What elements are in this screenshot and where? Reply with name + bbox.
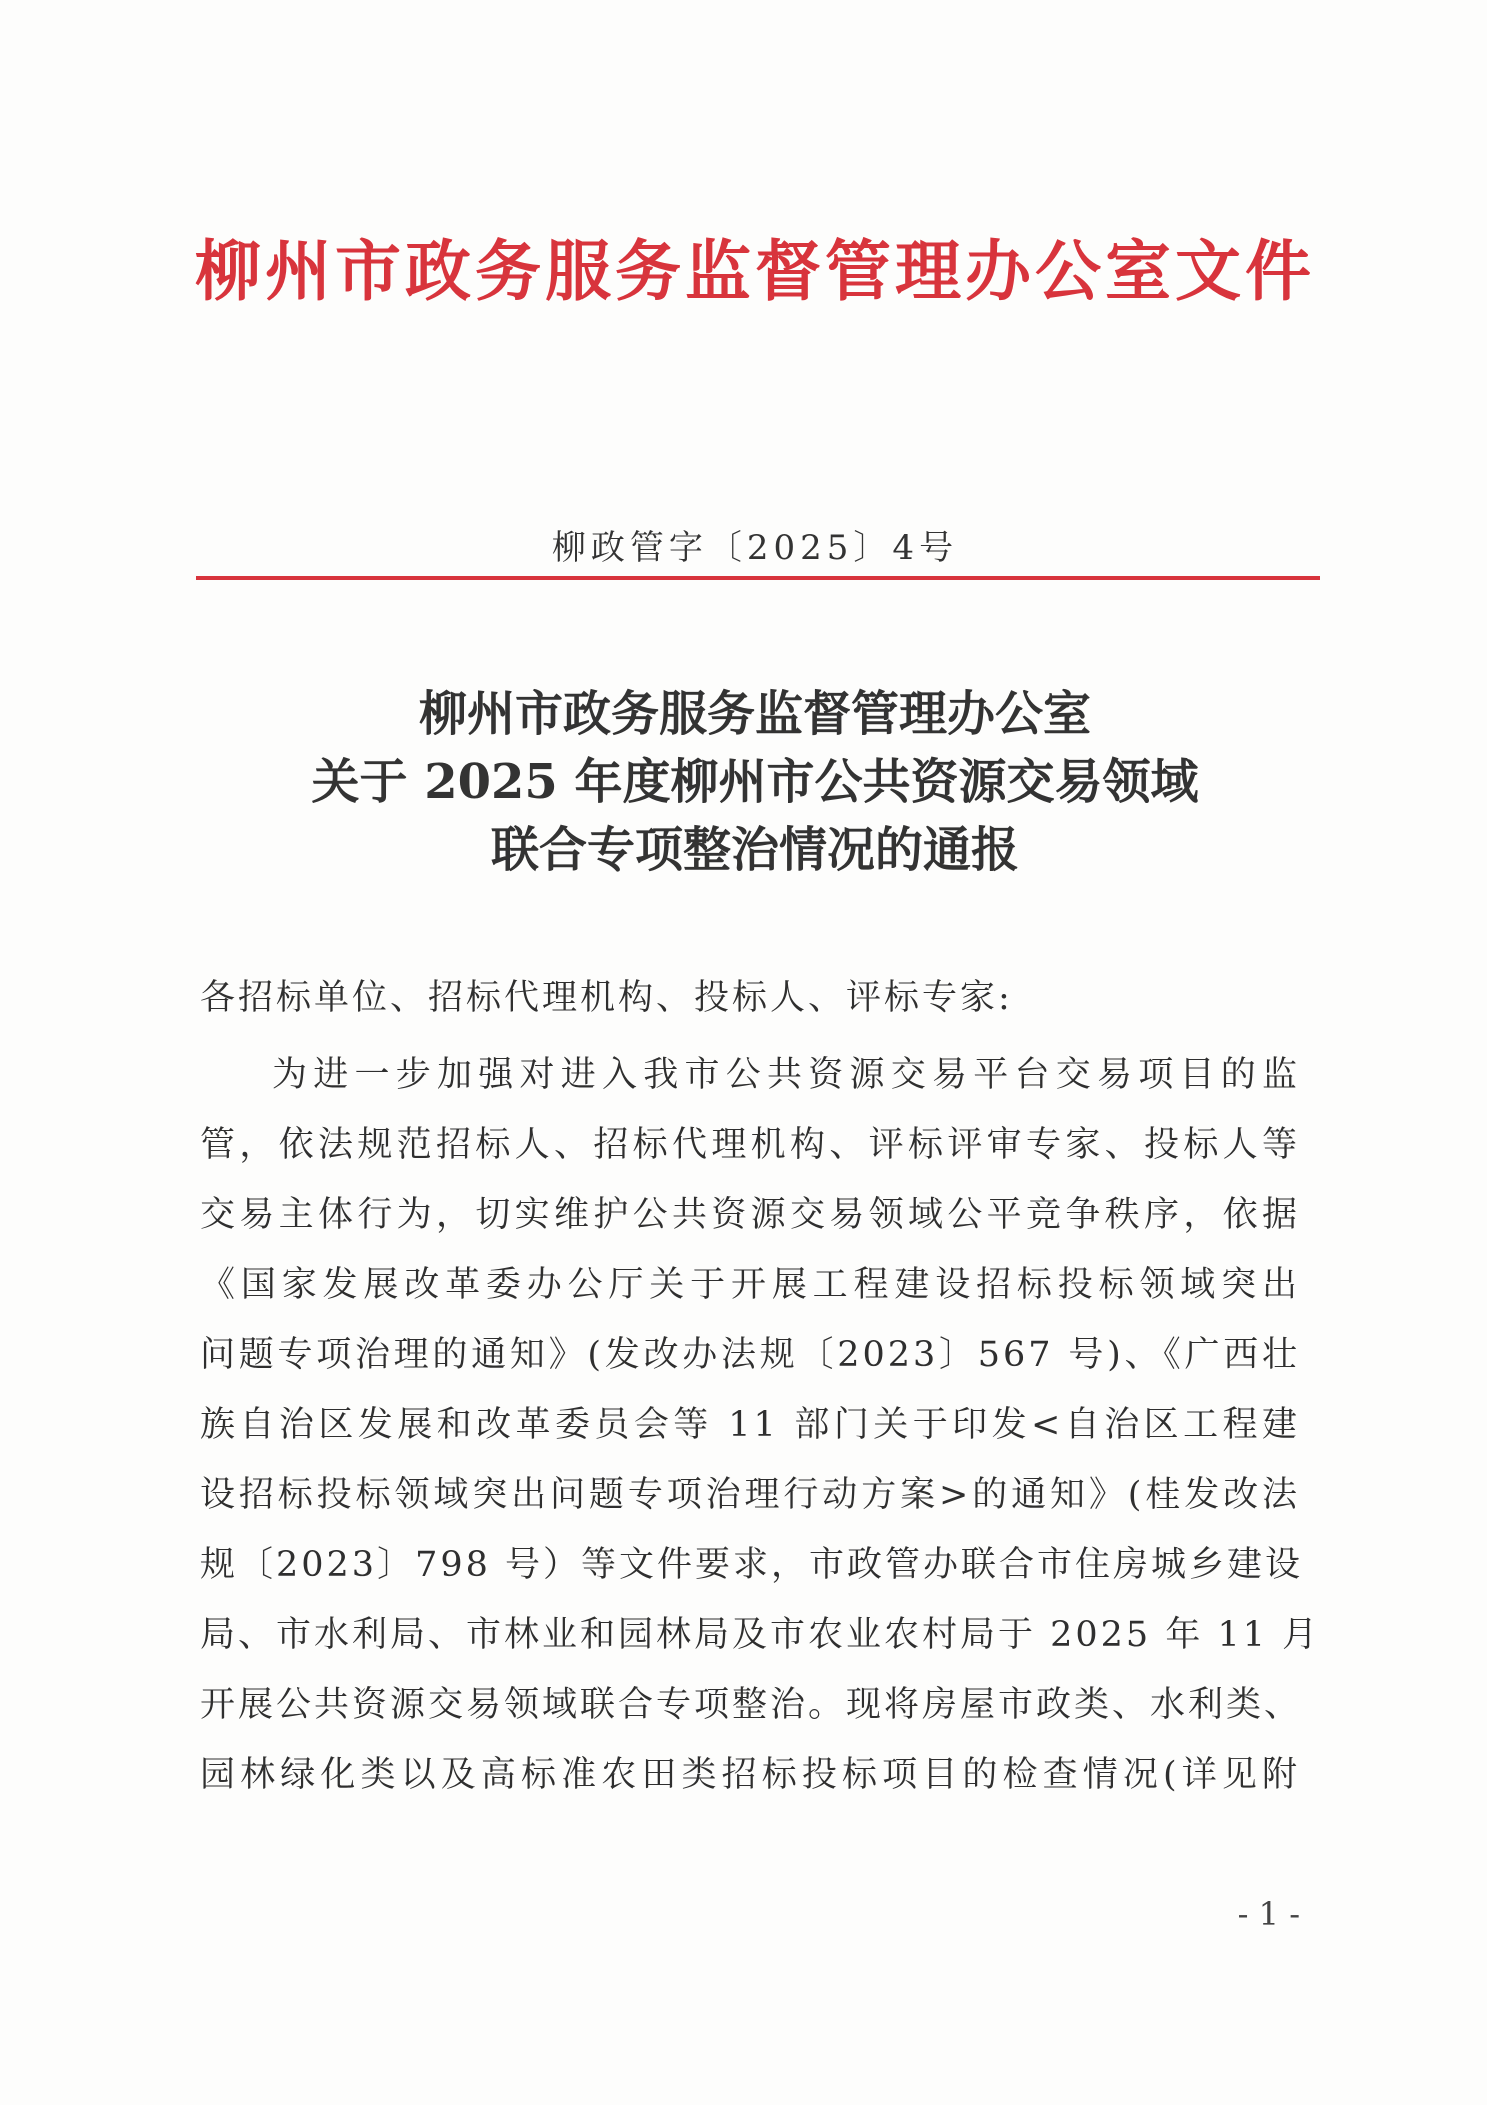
body-line: 局、市水利局、市林业和园林局及市农业农村局于 2025 年 11 月 bbox=[200, 1615, 1321, 1655]
body-line: 问题专项治理的通知》(发改办法规〔2023〕567 号)、《广西壮 bbox=[200, 1335, 1300, 1375]
body-paragraph bbox=[200, 1040, 1321, 1810]
title-line: 柳州市政务服务监督管理办公室 bbox=[418, 686, 1091, 742]
red-separator-line bbox=[196, 576, 1320, 580]
title-line: 关于 2025 年度柳州市公共资源交易领域 bbox=[311, 754, 1199, 810]
body-line: 设招标投标领域突出问题专项治理行动方案>的通知》(桂发改法 bbox=[200, 1475, 1300, 1515]
body-line: 族自治区发展和改革委员会等 11 部门关于印发<自治区工程建 bbox=[200, 1405, 1300, 1445]
body-line: 管，依法规范招标人、招标代理机构、评标评审专家、投标人等 bbox=[200, 1125, 1300, 1165]
issuing-agency-header: 柳州市政务服务监督管理办公室文件 bbox=[195, 232, 1315, 310]
body-line: 开展公共资源交易领域联合专项整治。现将房屋市政类、水利类、 bbox=[200, 1685, 1303, 1725]
body-line: 园林绿化类以及高标准农田类招标投标项目的检查情况(详见附 bbox=[200, 1755, 1300, 1795]
notice-title bbox=[195, 680, 1315, 884]
body-line: 规〔2023〕798 号）等文件要求，市政管办联合市住房城乡建设 bbox=[200, 1545, 1304, 1585]
body-line: 《国家发展改革委办公厅关于开展工程建设招标投标领域突出 bbox=[200, 1265, 1300, 1305]
title-line: 联合专项整治情况的通报 bbox=[490, 822, 1019, 878]
salutation: 各招标单位、招标代理机构、投标人、评标专家: bbox=[200, 978, 1013, 1018]
page-number: - 1 - bbox=[1237, 1895, 1300, 1933]
body-line: 为进一步加强对进入我市公共资源交易平台交易项目的监 bbox=[272, 1055, 1300, 1095]
body-line: 交易主体行为，切实维护公共资源交易领域公平竞争秩序，依据 bbox=[200, 1195, 1300, 1235]
document-number: 柳政管字〔2025〕4号 bbox=[551, 528, 959, 568]
